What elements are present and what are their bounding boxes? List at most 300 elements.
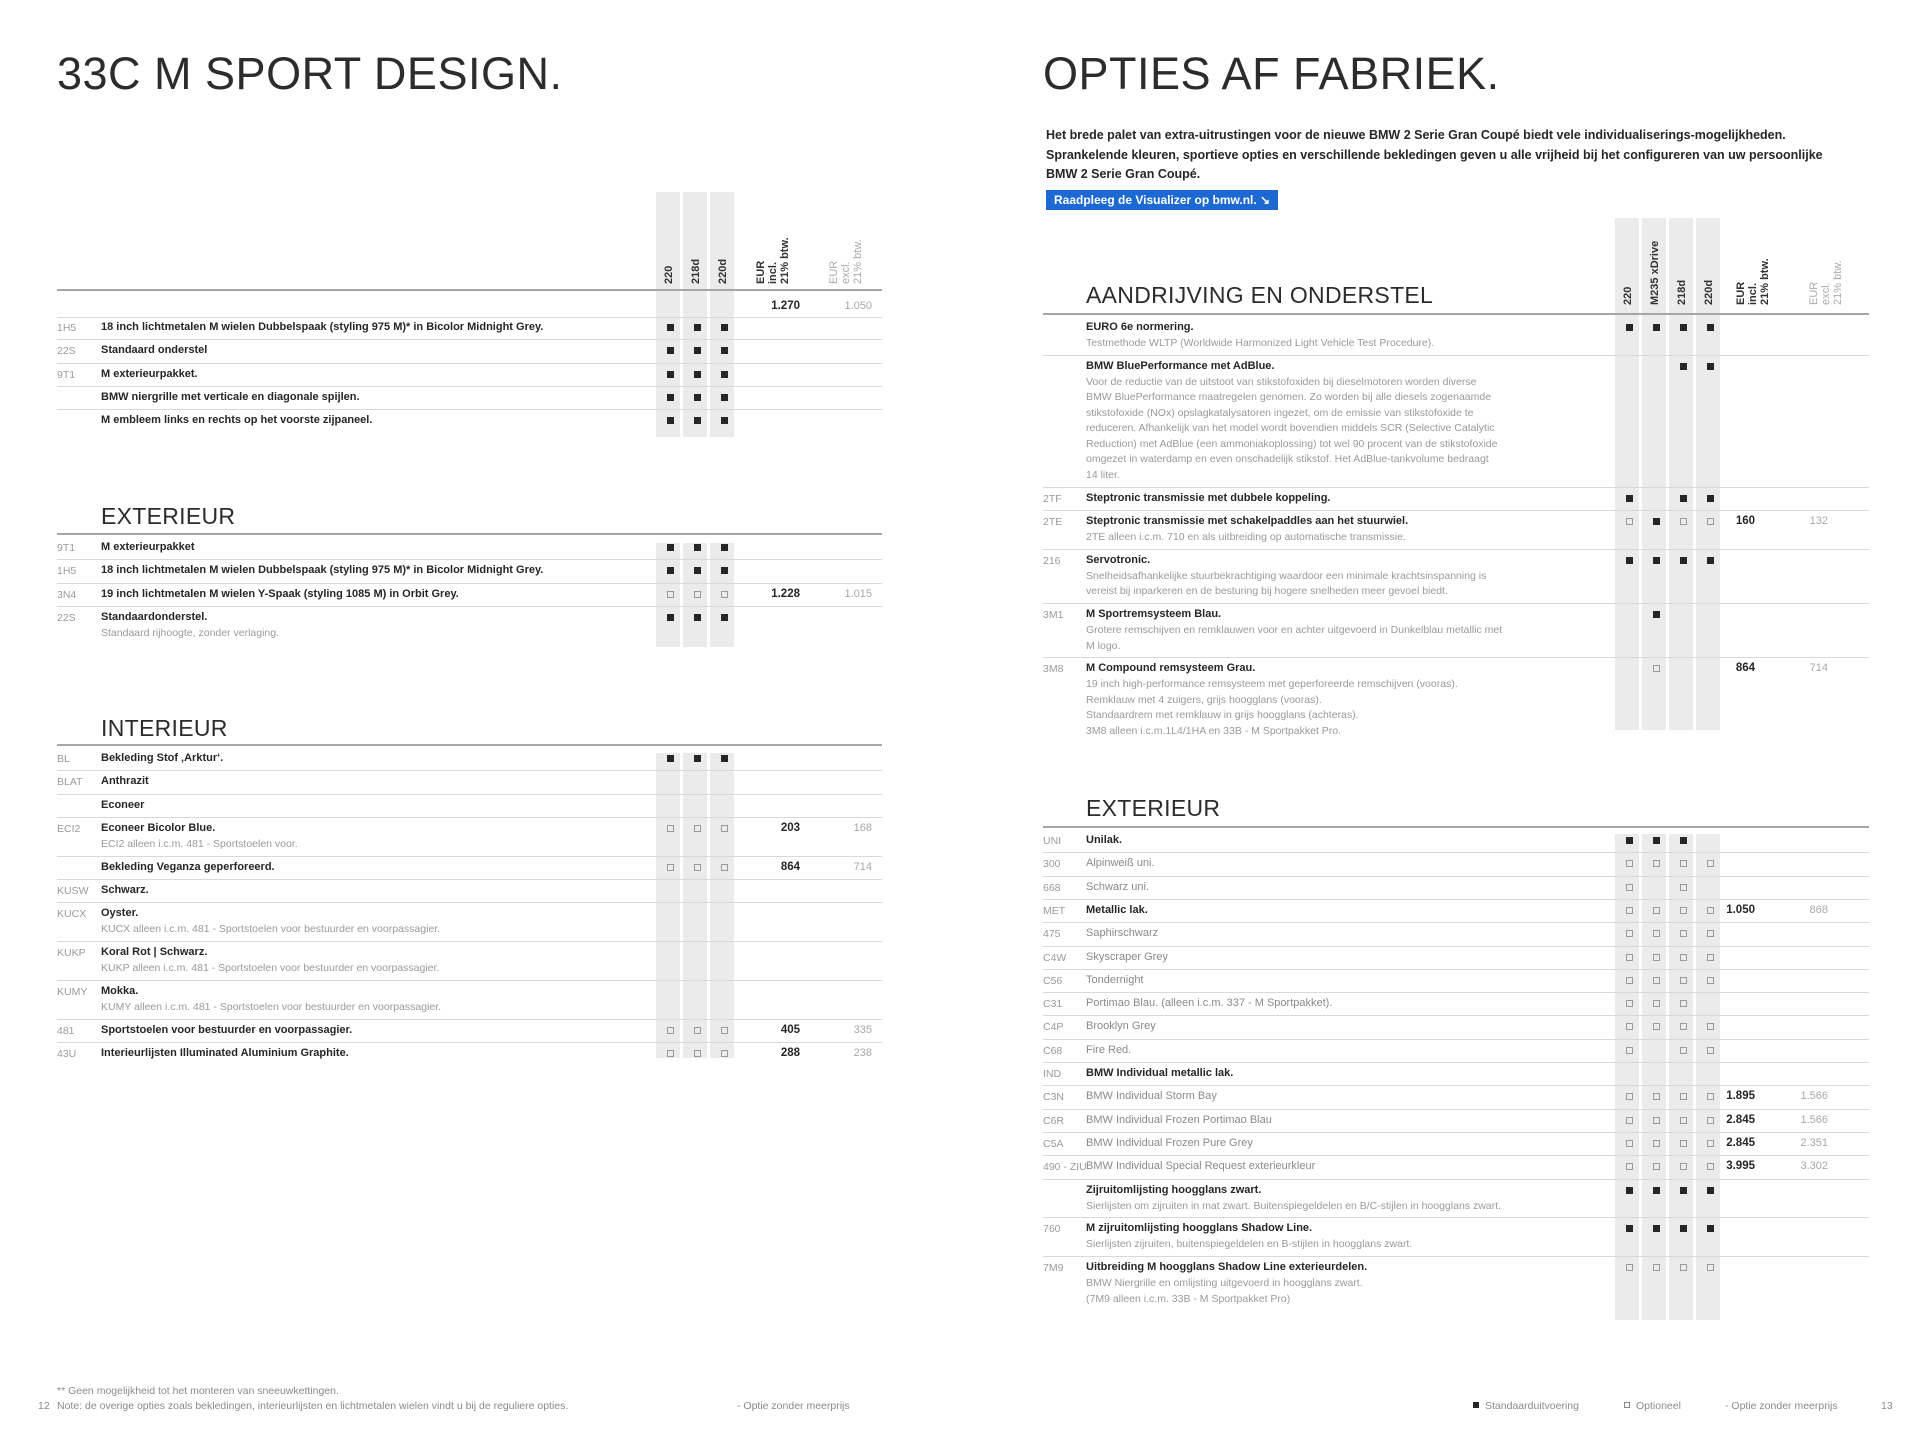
standard-mark	[1626, 1225, 1633, 1232]
row-divider	[1043, 355, 1869, 356]
option-title: BMW Individual Frozen Portimao Blau	[1086, 1113, 1272, 1126]
option-code: C4W	[1043, 951, 1067, 964]
price-incl: 864	[1735, 662, 1755, 675]
option-description: 19 inch high-performance remsysteem met geperforeerde remschijven (vooras). Remklauw met 4 zuigers, grijs hoogglans (vooras). Standaardrem met remklauw in grijs hoogglans (achteras). 3M8 alleen i.c.m.1L4/1HA en 33B - M Sportpakket Pro.	[1086, 678, 1458, 737]
standard-mark	[667, 371, 674, 378]
option-code: C31	[1043, 998, 1063, 1011]
visualizer-link[interactable]: Raadpleeg de Visualizer op bmw.nl. ↘	[1046, 190, 1278, 210]
column-header: EUR incl. 21% btw.	[1735, 258, 1771, 305]
row-divider	[1043, 1085, 1869, 1086]
section-rule	[1043, 313, 1869, 315]
option-description: Testmethode WLTP (Worldwide Harmonized Light Vehicle Test Procedure).	[1086, 337, 1435, 349]
standard-mark	[1653, 837, 1660, 844]
option-title: BMW BluePerformance met AdBlue.	[1086, 359, 1275, 372]
standard-mark	[667, 614, 674, 621]
option-code: C4P	[1043, 1021, 1064, 1034]
option-code: 9T1	[57, 368, 76, 381]
price-excl: 2.351	[1800, 1136, 1828, 1149]
standard-mark	[1653, 611, 1660, 618]
price-excl: 335	[853, 1023, 872, 1036]
option-title: Alpinweiß uni.	[1086, 857, 1155, 870]
price-incl: 1.895	[1726, 1090, 1755, 1103]
option-code: C68	[1043, 1044, 1063, 1057]
option-title: Steptronic transmissie met schakelpaddles aan het stuurwiel.	[1086, 514, 1409, 527]
price-incl: 2.845	[1726, 1136, 1755, 1149]
option-description: KUKP alleen i.c.m. 481 - Sportstoelen voor bestuurder en voorpassagier.	[101, 962, 440, 975]
row-divider	[57, 559, 882, 560]
standard-mark	[721, 324, 728, 331]
standard-mark	[694, 347, 701, 354]
option-code: 7M9	[1043, 1262, 1064, 1275]
row-divider	[57, 606, 882, 607]
standard-mark	[1626, 837, 1633, 844]
option-title: M embleem links en rechts op het voorste zijpaneel.	[101, 414, 373, 427]
standard-mark	[667, 324, 674, 331]
price-excl: 132	[1809, 514, 1828, 527]
option-title: Skyscraper Grey	[1086, 950, 1168, 963]
standard-mark	[694, 417, 701, 424]
option-title: Koral Rot | Schwarz.	[101, 946, 208, 959]
price-incl: 1.228	[771, 587, 800, 600]
option-title: M zijruitomlijsting hoogglans Shadow Line.	[1086, 1222, 1313, 1235]
optional-mark	[721, 825, 728, 832]
optional-mark	[1626, 1163, 1633, 1170]
price-excl: 1.566	[1800, 1090, 1828, 1103]
section-title: INTERIEUR	[101, 715, 228, 741]
option-title: BMW niergrille met verticale en diagonale spijlen.	[101, 390, 360, 403]
standard-mark	[1653, 557, 1660, 564]
standard-mark	[1707, 1225, 1714, 1232]
option-title: BMW Individual metallic lak.	[1086, 1067, 1234, 1079]
optional-mark	[1653, 930, 1660, 937]
option-code: UNI	[1043, 835, 1062, 847]
option-title: Standaardonderstel.	[101, 610, 208, 623]
standard-mark	[694, 614, 701, 621]
option-code: ECI2	[57, 822, 81, 835]
standard-mark	[721, 371, 728, 378]
row-divider	[57, 409, 882, 410]
standard-mark	[721, 394, 728, 401]
row-divider	[1043, 1062, 1869, 1063]
row-divider	[57, 363, 882, 364]
optional-mark	[1626, 884, 1633, 891]
standard-mark	[1653, 1187, 1660, 1194]
optional-mark	[1626, 1047, 1633, 1054]
standard-mark	[1653, 1225, 1660, 1232]
option-title: M Sportremsysteem Blau.	[1086, 608, 1222, 620]
row-divider	[1043, 510, 1869, 511]
option-code: BLAT	[57, 776, 83, 789]
optional-mark	[1626, 954, 1633, 961]
option-title: Fire Red.	[1086, 1043, 1132, 1056]
option-description: Voor de reductie van de uitstoot van stikstofoxiden bij dieselmotoren worden diverse BMW BluePerformance maatregelen genomen. Zo worden bij alle diesels zogenaamde stikstofoxide (NOx) opslagkatalysatoren ingezet, om de emissie van stikstofoxide te reduceren. Afhankelijk van het model wordt bovendien middels SCR (Selective Catalytic Reduction) met AdBlue (een ammoniakoplossing) tot wel 90 procent van de stikstofoxide omgezet in waterdamp en even onschadelijk stikstof. Het AdBlue-tankvolume bedraagt 14 liter.	[1086, 375, 1498, 481]
price-incl: 2.845	[1726, 1113, 1755, 1126]
option-code: 668	[1043, 881, 1061, 894]
row-divider	[1043, 1015, 1869, 1016]
optional-mark	[1653, 1023, 1660, 1030]
option-title: Schwarz.	[101, 884, 149, 896]
column-header: EUR excl. 21% btw.	[828, 239, 864, 284]
optional-mark	[1626, 860, 1633, 867]
standard-mark	[1707, 324, 1714, 331]
price-excl: 168	[853, 821, 872, 834]
page-number: 12	[38, 1400, 50, 1412]
option-code: 481	[57, 1024, 75, 1037]
optional-mark	[721, 1027, 728, 1034]
standard-mark	[694, 755, 701, 762]
optional-mark	[1626, 1000, 1633, 1007]
optional-mark	[1707, 860, 1714, 867]
standard-mark	[667, 347, 674, 354]
optional-mark	[694, 825, 701, 832]
option-code: 3M8	[1043, 663, 1064, 676]
optional-mark	[694, 864, 701, 871]
legend-label: Standaarduitvoering	[1485, 1400, 1579, 1412]
optional-mark	[694, 1050, 701, 1057]
optional-mark	[667, 864, 674, 871]
row-divider	[1043, 1109, 1869, 1110]
optional-mark	[667, 1050, 674, 1057]
option-code: 760	[1043, 1223, 1061, 1236]
optional-mark	[1680, 1117, 1687, 1124]
row-divider	[1043, 876, 1869, 877]
row-divider	[57, 902, 882, 903]
standard-mark	[1680, 557, 1687, 564]
column-header: EUR incl. 21% btw.	[755, 237, 791, 284]
standard-mark	[694, 394, 701, 401]
option-code: C56	[1043, 974, 1063, 987]
optional-mark	[1626, 930, 1633, 937]
standard-mark	[1626, 557, 1633, 564]
option-code: 300	[1043, 858, 1061, 871]
standard-mark	[721, 755, 728, 762]
option-title: M Compound remsysteem Grau.	[1086, 662, 1256, 675]
option-code: BL	[57, 753, 70, 765]
column-header: 220	[663, 265, 675, 284]
standard-mark	[667, 394, 674, 401]
option-title: Zijruitomlijsting hoogglans zwart.	[1086, 1183, 1262, 1196]
option-title: Anthrazit	[101, 775, 149, 788]
option-title: Steptronic transmissie met dubbele koppeling.	[1086, 491, 1331, 504]
option-title: EURO 6e normering.	[1086, 321, 1194, 333]
price-excl: 238	[853, 1047, 872, 1059]
option-title: Sportstoelen voor bestuurder en voorpassagier.	[101, 1023, 353, 1036]
option-title: M exterieurpakket	[101, 541, 195, 553]
option-title: Tondernight	[1086, 973, 1144, 986]
row-divider	[1043, 1039, 1869, 1040]
price-incl: 864	[780, 860, 800, 873]
column-stripe	[710, 753, 734, 1058]
option-description: ECI2 alleen i.c.m. 481 - Sportstoelen voor.	[101, 837, 298, 850]
row-divider	[57, 817, 882, 818]
price-excl: 1.015	[844, 587, 872, 600]
optional-mark	[1680, 884, 1687, 891]
optional-mark	[1626, 518, 1633, 525]
option-code: 475	[1043, 928, 1061, 941]
option-code: C6R	[1043, 1114, 1065, 1127]
row-divider	[1043, 1179, 1869, 1180]
option-title: Brooklyn Grey	[1086, 1020, 1156, 1033]
row-divider	[57, 941, 882, 942]
footnote: Note: de overige opties zoals bekledingen, interieurlijsten en lichtmetalen wielen vindt u bij de reguliere opties.	[57, 1400, 569, 1412]
row-divider	[1043, 1155, 1869, 1156]
option-title: 18 inch lichtmetalen M wielen Dubbelspaak (styling 975 M)* in Bicolor Midnight Grey.	[101, 564, 544, 577]
option-description: 2TE alleen i.c.m. 710 en als uitbreiding op automatische transmissie.	[1086, 530, 1406, 543]
optional-mark	[1680, 977, 1687, 984]
optional-mark	[1626, 1023, 1633, 1030]
price-excl: 714	[853, 860, 872, 873]
standard-mark	[694, 567, 701, 574]
optional-mark	[1626, 907, 1633, 914]
section-rule	[57, 744, 882, 746]
option-code: 2TF	[1043, 492, 1062, 505]
optional-mark	[667, 1027, 674, 1034]
optional-mark	[1626, 1264, 1633, 1271]
price-excl: 868	[1809, 903, 1828, 916]
price-excl: 1.566	[1800, 1113, 1828, 1126]
option-title: 18 inch lichtmetalen M wielen Dubbelspaak (styling 975 M)* in Bicolor Midnight Grey.	[101, 321, 544, 333]
optional-mark	[667, 591, 674, 598]
section-rule	[57, 533, 882, 535]
standard-mark	[1680, 1225, 1687, 1232]
price-incl: 1.270	[771, 300, 800, 312]
optional-mark	[1626, 1093, 1633, 1100]
standard-mark	[721, 544, 728, 551]
section-rule	[57, 289, 882, 291]
optional-mark	[1680, 860, 1687, 867]
optional-mark	[1653, 860, 1660, 867]
option-code: 43U	[57, 1048, 77, 1060]
optional-mark	[1653, 1264, 1660, 1271]
optional-mark	[1653, 977, 1660, 984]
legend-label: Optioneel	[1636, 1400, 1681, 1412]
price-incl: 1.050	[1726, 903, 1755, 916]
optional-mark	[1707, 1264, 1714, 1271]
option-title: BMW Individual Storm Bay	[1086, 1090, 1217, 1103]
legend-optional	[1624, 1400, 1681, 1412]
optional-mark	[1707, 954, 1714, 961]
option-title: Uitbreiding M hoogglans Shadow Line exterieurdelen.	[1086, 1261, 1368, 1274]
price-excl: 3.302	[1800, 1160, 1828, 1173]
option-title: Unilak.	[1086, 834, 1123, 846]
option-title: Econeer Bicolor Blue.	[101, 821, 216, 834]
optional-icon	[1624, 1402, 1630, 1408]
option-code: KUKP	[57, 947, 86, 960]
optional-mark	[1680, 930, 1687, 937]
section-title: AANDRIJVING EN ONDERSTEL	[1086, 282, 1434, 308]
price-excl: 714	[1809, 662, 1828, 675]
legend-no-charge: - Optie zonder meerprijs	[737, 1400, 850, 1412]
row-divider	[1043, 922, 1869, 923]
row-divider	[57, 583, 882, 584]
option-title: M exterieurpakket.	[101, 367, 198, 380]
optional-mark	[1680, 1000, 1687, 1007]
option-code: 22S	[57, 611, 76, 624]
option-title: Mokka.	[101, 984, 139, 997]
option-title: Oyster.	[101, 907, 139, 920]
column-header: EUR excl. 21% btw.	[1808, 260, 1844, 305]
price-incl: 3.995	[1726, 1160, 1755, 1173]
column-stripe	[656, 753, 680, 1058]
option-code: 22S	[57, 345, 76, 358]
optional-mark	[1653, 907, 1660, 914]
page-title: OPTIES AF FABRIEK.	[1043, 48, 1500, 99]
option-code: 3N4	[57, 588, 77, 601]
option-title: Standaard onderstel	[101, 344, 208, 357]
option-code: 1H5	[57, 322, 77, 334]
option-title: Econeer	[101, 798, 145, 811]
option-code: C5A	[1043, 1137, 1064, 1150]
legend-standard	[1473, 1400, 1579, 1412]
optional-mark	[1707, 930, 1714, 937]
option-code: MET	[1043, 904, 1066, 917]
column-header: 220d	[717, 258, 729, 284]
standard-mark	[1707, 495, 1714, 502]
row-divider	[1043, 1217, 1869, 1218]
standard-mark	[694, 544, 701, 551]
option-description: BMW Niergrille en omlijsting uitgevoerd in hoogglans zwart. (7M9 alleen i.c.m. 33B - M Sportpakket Pro)	[1086, 1277, 1363, 1305]
option-title: BMW Individual Frozen Pure Grey	[1086, 1136, 1253, 1149]
option-code: C3N	[1043, 1091, 1065, 1104]
footnote: ** Geen mogelijkheid tot het monteren van sneeuwkettingen.	[57, 1385, 339, 1397]
row-divider	[1043, 946, 1869, 947]
section-rule	[1043, 826, 1869, 828]
row-divider	[57, 317, 882, 318]
option-title: Metallic lak.	[1086, 903, 1148, 916]
column-header: 220	[1622, 286, 1634, 305]
standard-mark	[1680, 837, 1687, 844]
standard-mark	[1707, 557, 1714, 564]
standard-mark	[1653, 518, 1660, 525]
optional-mark	[1653, 1163, 1660, 1170]
option-title: BMW Individual Special Request exterieurkleur	[1086, 1160, 1316, 1173]
optional-mark	[1680, 518, 1687, 525]
option-title: Servotronic.	[1086, 553, 1151, 566]
standard-mark	[667, 567, 674, 574]
standard-mark	[667, 755, 674, 762]
row-divider	[1043, 1256, 1869, 1257]
row-divider	[57, 794, 882, 795]
option-code: 2TE	[1043, 515, 1063, 528]
optional-mark	[1626, 977, 1633, 984]
option-code: KUSW	[57, 885, 89, 897]
option-code: IND	[1043, 1068, 1062, 1080]
optional-mark	[1653, 1117, 1660, 1124]
row-divider	[1043, 1132, 1869, 1133]
optional-mark	[1653, 1140, 1660, 1147]
optional-mark	[1653, 1093, 1660, 1100]
standard-mark	[1626, 1187, 1633, 1194]
row-divider	[1043, 899, 1869, 900]
optional-mark	[1680, 1140, 1687, 1147]
optional-mark	[1707, 977, 1714, 984]
option-description: Standaard rijhoogte, zonder verlaging.	[101, 626, 280, 639]
option-title: Bekleding Stof ‚Arktur‘.	[101, 752, 224, 764]
standard-mark	[1626, 324, 1633, 331]
section-title: EXTERIEUR	[101, 503, 236, 529]
row-divider	[1043, 852, 1869, 853]
option-title: Interieurlijsten Illuminated Aluminium Graphite.	[101, 1047, 349, 1059]
option-code: 9T1	[57, 542, 76, 554]
right-page	[960, 0, 1920, 1441]
optional-mark	[721, 864, 728, 871]
standard-mark	[694, 324, 701, 331]
price-incl: 203	[780, 821, 800, 834]
row-divider	[57, 1019, 882, 1020]
optional-mark	[721, 1050, 728, 1057]
optional-mark	[1680, 954, 1687, 961]
standard-mark	[1680, 1187, 1687, 1194]
option-description: Grotere remschijven en remklauwen voor en achter uitgevoerd in Dunkelblau metallic met M logo.	[1086, 624, 1503, 652]
optional-mark	[1626, 1140, 1633, 1147]
optional-mark	[1680, 1047, 1687, 1054]
optional-mark	[1653, 665, 1660, 672]
standard-mark	[694, 371, 701, 378]
column-header: M235 xDrive	[1649, 240, 1661, 305]
option-description: Snelheidsafhankelijke stuurbekrachtiging waardoor een minimale krachtsinspanning is vereist bij inparkeren en de besturing bij hogere snelheden meer gevoel biedt.	[1086, 569, 1487, 598]
optional-mark	[1707, 1023, 1714, 1030]
option-title: Saphirschwarz	[1086, 927, 1159, 940]
optional-mark	[1653, 1000, 1660, 1007]
standard-mark	[721, 567, 728, 574]
standard-mark	[1680, 324, 1687, 331]
page-title: 33C M SPORT DESIGN.	[57, 48, 563, 99]
standard-mark	[721, 417, 728, 424]
legend-no-charge: - Optie zonder meerprijs	[1725, 1400, 1838, 1412]
optional-mark	[1653, 954, 1660, 961]
row-divider	[1043, 487, 1869, 488]
standard-mark	[1626, 495, 1633, 502]
optional-mark	[694, 1027, 701, 1034]
row-divider	[57, 1042, 882, 1043]
standard-mark	[1707, 1187, 1714, 1194]
standard-icon	[1473, 1402, 1479, 1408]
optional-mark	[721, 591, 728, 598]
option-code: 3M1	[1043, 609, 1064, 621]
optional-mark	[1626, 1117, 1633, 1124]
option-description: KUCX alleen i.c.m. 481 - Sportstoelen voor bestuurder en voorpassagier.	[101, 923, 441, 936]
row-divider	[1043, 603, 1869, 604]
price-incl: 160	[1735, 514, 1755, 527]
standard-mark	[667, 544, 674, 551]
optional-mark	[1680, 1023, 1687, 1030]
standard-mark	[721, 614, 728, 621]
option-description: Sierlijsten om zijruiten in mat zwart. Buitenspiegeldelen en B/C-stijlen in hoogglans zwart.	[1086, 1199, 1501, 1212]
standard-mark	[1680, 495, 1687, 502]
option-code: KUCX	[57, 908, 87, 921]
column-header: 220d	[1703, 279, 1715, 305]
option-code: 216	[1043, 554, 1061, 567]
row-divider	[57, 770, 882, 771]
row-divider	[1043, 992, 1869, 993]
row-divider	[57, 856, 882, 857]
column-stripe	[683, 753, 707, 1058]
option-code: 1H5	[57, 565, 77, 578]
row-divider	[57, 879, 882, 880]
optional-mark	[1680, 1163, 1687, 1170]
option-description: Sierlijsten zijruiten, buitenspiegeldelen en B-stijlen in hoogglans zwart.	[1086, 1238, 1413, 1251]
column-header: 218d	[1676, 279, 1688, 305]
section-title: EXTERIEUR	[1086, 795, 1221, 821]
optional-mark	[667, 825, 674, 832]
price-excl: 1.050	[844, 300, 872, 312]
optional-mark	[1680, 1093, 1687, 1100]
standard-mark	[1653, 324, 1660, 331]
row-divider	[1043, 549, 1869, 550]
standard-mark	[667, 417, 674, 424]
option-code: KUMY	[57, 985, 88, 998]
row-divider	[57, 339, 882, 340]
